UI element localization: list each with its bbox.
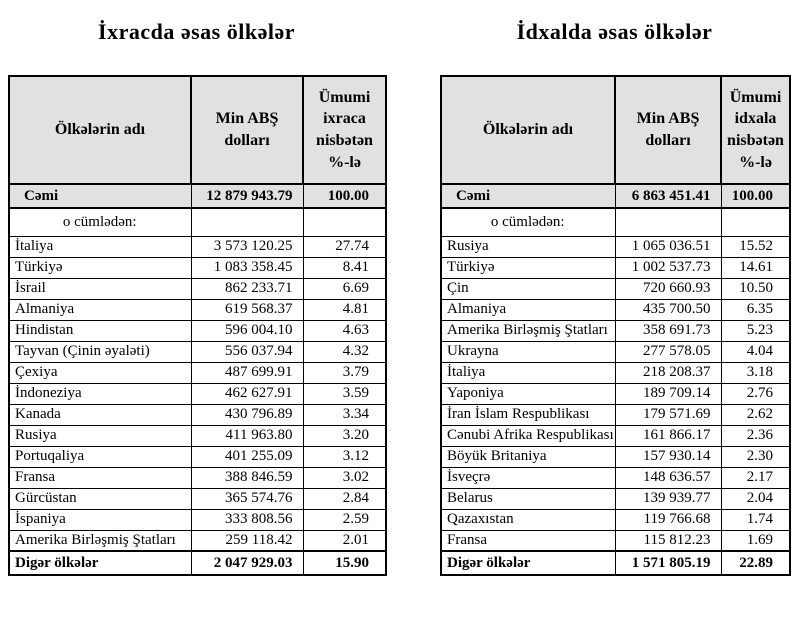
percent-cell: 3.12: [303, 446, 386, 467]
table-row: [9, 446, 386, 467]
table-row: [441, 362, 790, 383]
percent-cell: 2.01: [303, 530, 386, 551]
table-row: [441, 488, 790, 509]
export-panel: [8, 10, 385, 576]
value-cell: 1 083 358.45: [191, 257, 303, 278]
country-cell: Rusiya: [9, 425, 191, 446]
percent-cell: 2.17: [721, 467, 790, 488]
table-row: [9, 257, 386, 278]
table-row: [9, 509, 386, 530]
country-cell: Almaniya: [441, 299, 615, 320]
value-cell: 179 571.69: [615, 404, 721, 425]
import-total-row: [441, 184, 790, 208]
value-cell: 148 636.57: [615, 467, 721, 488]
value-cell: 218 208.37: [615, 362, 721, 383]
percent-cell: 2.59: [303, 509, 386, 530]
country-cell: Türkiyə: [441, 257, 615, 278]
export-total-label: Cəmi: [9, 184, 191, 208]
percent-cell: 3.20: [303, 425, 386, 446]
country-cell: Fransa: [9, 467, 191, 488]
table-row: [441, 509, 790, 530]
import-other-value: 1 571 805.19: [615, 551, 721, 575]
table-row: [9, 404, 386, 425]
table-row: [441, 257, 790, 278]
import-subheader-row: [441, 208, 790, 236]
export-col-header-country: Ölkələrin adı: [9, 76, 191, 184]
import-col-header-value: Min ABŞ dolları: [615, 76, 721, 184]
country-cell: Belarus: [441, 488, 615, 509]
value-cell: 435 700.50: [615, 299, 721, 320]
percent-cell: 6.35: [721, 299, 790, 320]
export-total-row: [9, 184, 386, 208]
value-cell: 720 660.93: [615, 278, 721, 299]
table-row: [441, 278, 790, 299]
country-cell: Almaniya: [9, 299, 191, 320]
import-total-value: 6 863 451.41: [615, 184, 721, 208]
percent-cell: 3.34: [303, 404, 386, 425]
export-col-header-value: Min ABŞ dolları: [191, 76, 303, 184]
country-cell: Amerika Birləşmiş Ştatları: [9, 530, 191, 551]
value-cell: 333 808.56: [191, 509, 303, 530]
export-header-row: [9, 76, 386, 184]
import-table: [440, 75, 791, 576]
country-cell: İsveçrə: [441, 467, 615, 488]
percent-cell: 8.41: [303, 257, 386, 278]
value-cell: 139 939.77: [615, 488, 721, 509]
value-cell: 430 796.89: [191, 404, 303, 425]
export-other-row: [9, 551, 386, 575]
value-cell: 161 866.17: [615, 425, 721, 446]
percent-cell: 4.81: [303, 299, 386, 320]
percent-cell: 4.04: [721, 341, 790, 362]
percent-cell: 2.84: [303, 488, 386, 509]
table-row: [441, 383, 790, 404]
percent-cell: 2.36: [721, 425, 790, 446]
import-panel: [440, 10, 789, 576]
export-subheader-empty-value: [191, 208, 303, 236]
export-table: [8, 75, 387, 576]
percent-cell: 5.23: [721, 320, 790, 341]
percent-cell: 3.18: [721, 362, 790, 383]
percent-cell: 4.63: [303, 320, 386, 341]
country-cell: Türkiyə: [9, 257, 191, 278]
value-cell: 619 568.37: [191, 299, 303, 320]
value-cell: 556 037.94: [191, 341, 303, 362]
country-cell: Yaponiya: [441, 383, 615, 404]
value-cell: 462 627.91: [191, 383, 303, 404]
country-cell: Çexiya: [9, 362, 191, 383]
value-cell: 358 691.73: [615, 320, 721, 341]
percent-cell: 10.50: [721, 278, 790, 299]
percent-cell: 3.59: [303, 383, 386, 404]
country-cell: Amerika Birləşmiş Ştatları: [441, 320, 615, 341]
import-table-title: İdxalda əsas ölkələr: [516, 19, 713, 44]
percent-cell: 6.69: [303, 278, 386, 299]
percent-cell: 2.76: [721, 383, 790, 404]
table-row: [441, 404, 790, 425]
value-cell: 388 846.59: [191, 467, 303, 488]
import-other-percent: 22.89: [721, 551, 790, 575]
table-row: [9, 299, 386, 320]
value-cell: 1 002 537.73: [615, 257, 721, 278]
country-cell: İran İslam Respublikası: [441, 404, 615, 425]
table-row: [441, 299, 790, 320]
table-row: [441, 446, 790, 467]
percent-cell: 27.74: [303, 236, 386, 257]
value-cell: 365 574.76: [191, 488, 303, 509]
value-cell: 277 578.05: [615, 341, 721, 362]
percent-cell: 2.04: [721, 488, 790, 509]
country-cell: Fransa: [441, 530, 615, 551]
value-cell: 157 930.14: [615, 446, 721, 467]
import-subheader-label: o cümlədən:: [441, 208, 615, 236]
country-cell: Portuqaliya: [9, 446, 191, 467]
table-row: [9, 530, 386, 551]
table-row: [9, 362, 386, 383]
table-row: [441, 236, 790, 257]
country-cell: Böyük Britaniya: [441, 446, 615, 467]
table-row: [441, 320, 790, 341]
import-header-row: [441, 76, 790, 184]
import-total-label: Cəmi: [441, 184, 615, 208]
country-cell: Tayvan (Çinin əyaləti): [9, 341, 191, 362]
export-total-value: 12 879 943.79: [191, 184, 303, 208]
table-row: [441, 467, 790, 488]
value-cell: 596 004.10: [191, 320, 303, 341]
export-subheader-label: o cümlədən:: [9, 208, 191, 236]
value-cell: 1 065 036.51: [615, 236, 721, 257]
value-cell: 119 766.68: [615, 509, 721, 530]
country-cell: İtaliya: [441, 362, 615, 383]
import-other-row: [441, 551, 790, 575]
country-cell: Kanada: [9, 404, 191, 425]
import-total-percent: 100.00: [721, 184, 790, 208]
country-cell: İndoneziya: [9, 383, 191, 404]
percent-cell: 3.79: [303, 362, 386, 383]
value-cell: 401 255.09: [191, 446, 303, 467]
percent-cell: 1.69: [721, 530, 790, 551]
value-cell: 259 118.42: [191, 530, 303, 551]
percent-cell: 14.61: [721, 257, 790, 278]
percent-cell: 1.74: [721, 509, 790, 530]
country-cell: Cənubi Afrika Respublikası: [441, 425, 615, 446]
table-row: [9, 488, 386, 509]
value-cell: 115 812.23: [615, 530, 721, 551]
table-row: [9, 278, 386, 299]
country-cell: Rusiya: [441, 236, 615, 257]
value-cell: 487 699.91: [191, 362, 303, 383]
table-row: [441, 530, 790, 551]
percent-cell: 3.02: [303, 467, 386, 488]
value-cell: 189 709.14: [615, 383, 721, 404]
country-cell: İspaniya: [9, 509, 191, 530]
import-table-body: [441, 236, 790, 551]
table-row: [9, 320, 386, 341]
table-row: [441, 425, 790, 446]
value-cell: 3 573 120.25: [191, 236, 303, 257]
import-col-header-percent: Ümumi idxala nisbətən %-lə: [721, 76, 790, 184]
country-cell: Gürcüstan: [9, 488, 191, 509]
country-cell: Çin: [441, 278, 615, 299]
export-table-body: [9, 236, 386, 551]
export-other-value: 2 047 929.03: [191, 551, 303, 575]
export-total-percent: 100.00: [303, 184, 386, 208]
import-other-label: Digər ölkələr: [441, 551, 615, 575]
table-row: [9, 236, 386, 257]
country-cell: İtaliya: [9, 236, 191, 257]
table-row: [9, 425, 386, 446]
country-cell: Ukrayna: [441, 341, 615, 362]
import-col-header-country: Ölkələrin adı: [441, 76, 615, 184]
value-cell: 411 963.80: [191, 425, 303, 446]
export-subheader-empty-percent: [303, 208, 386, 236]
percent-cell: 2.62: [721, 404, 790, 425]
percent-cell: 2.30: [721, 446, 790, 467]
import-subheader-empty-value: [615, 208, 721, 236]
country-cell: Qazaxıstan: [441, 509, 615, 530]
percent-cell: 15.52: [721, 236, 790, 257]
export-table-title: İxracda əsas ölkələr: [98, 19, 295, 44]
country-cell: Hindistan: [9, 320, 191, 341]
percent-cell: 4.32: [303, 341, 386, 362]
table-row: [9, 383, 386, 404]
value-cell: 862 233.71: [191, 278, 303, 299]
country-cell: İsrail: [9, 278, 191, 299]
table-row: [9, 341, 386, 362]
import-subheader-empty-percent: [721, 208, 790, 236]
export-subheader-row: [9, 208, 386, 236]
export-other-percent: 15.90: [303, 551, 386, 575]
export-col-header-percent: Ümumi ixraca nisbətən %-lə: [303, 76, 386, 184]
table-row: [441, 341, 790, 362]
export-other-label: Digər ölkələr: [9, 551, 191, 575]
table-row: [9, 467, 386, 488]
